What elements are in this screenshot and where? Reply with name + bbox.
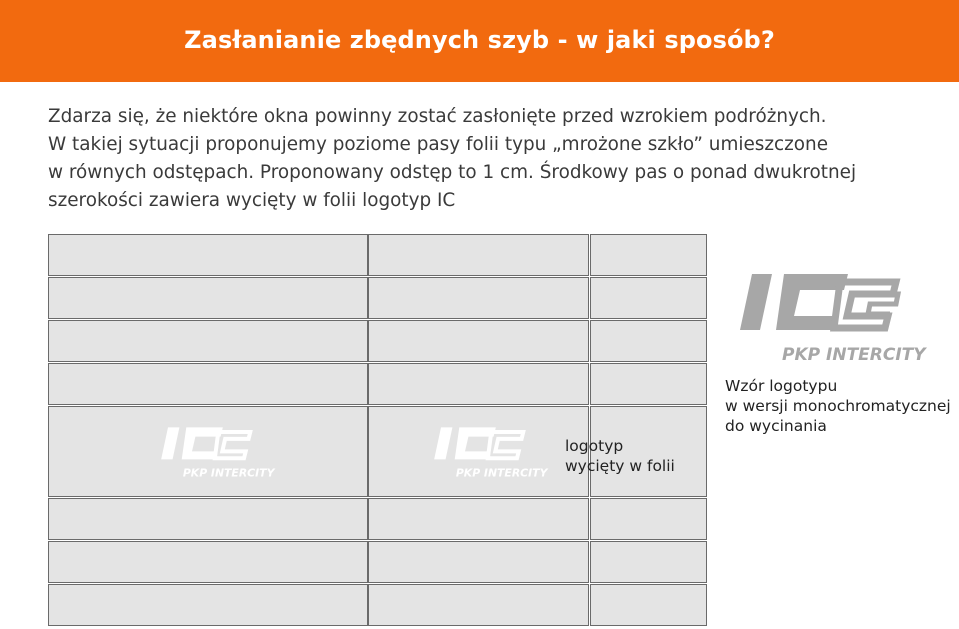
frosted-strip bbox=[368, 541, 589, 583]
frosted-strip bbox=[590, 498, 707, 540]
intro-line: W takiej sytuacji proponujemy poziome pasy folii typu „mrożone szkło” umieszczone bbox=[48, 134, 829, 155]
frosted-strip bbox=[590, 584, 707, 626]
cut-label-line: logotyp bbox=[565, 437, 624, 455]
logo-pattern-caption bbox=[725, 376, 951, 436]
intercity-logo bbox=[738, 268, 948, 366]
frosted-strip bbox=[590, 234, 707, 276]
frosted-strip bbox=[368, 363, 589, 405]
cut-ic-logo-icon bbox=[160, 424, 280, 480]
frosted-strip bbox=[590, 277, 707, 319]
frosted-strip bbox=[590, 541, 707, 583]
frosted-strip bbox=[48, 363, 368, 405]
frosted-strip bbox=[590, 320, 707, 362]
frosted-strip bbox=[48, 541, 368, 583]
cut-label-line: wycięty w folii bbox=[565, 457, 675, 475]
intro-line: w równych odstępach. Proponowany odstęp to 1 cm. Środkowy pas o ponad dwukrotnej bbox=[48, 162, 857, 183]
cut-brand-text: PKP INTERCITY bbox=[455, 466, 548, 480]
frosted-strip bbox=[368, 498, 589, 540]
frosted-strip bbox=[48, 498, 368, 540]
caption-line: Wzór logotypu bbox=[725, 377, 838, 395]
frosted-strip bbox=[48, 584, 368, 626]
intro-line: szerokości zawiera wycięty w folii logotyp IC bbox=[48, 190, 456, 211]
cut-ic-logo-icon bbox=[433, 424, 553, 480]
caption-line: do wycinania bbox=[725, 417, 827, 435]
intro-paragraph bbox=[48, 103, 928, 215]
ic-logo-icon bbox=[740, 274, 898, 330]
frosted-strip bbox=[48, 320, 368, 362]
page-title: Zasłanianie zbędnych szyb - w jaki sposób? bbox=[184, 26, 775, 54]
frosted-strip bbox=[48, 234, 368, 276]
brand-text: PKP INTERCITY bbox=[782, 345, 926, 365]
frosted-strip bbox=[368, 584, 589, 626]
header-banner bbox=[0, 0, 959, 82]
frosted-strip bbox=[368, 320, 589, 362]
frosted-strip bbox=[368, 234, 589, 276]
cut-brand-text: PKP INTERCITY bbox=[182, 466, 275, 480]
intro-line: Zdarza się, że niektóre okna powinny zostać zasłonięte przed wzrokiem podróżnych. bbox=[48, 106, 827, 127]
frosted-strip bbox=[590, 363, 707, 405]
caption-line: w wersji monochromatycznej bbox=[725, 397, 951, 415]
cut-logo-label bbox=[565, 436, 675, 476]
frosted-strip bbox=[368, 277, 589, 319]
frosted-strip bbox=[48, 277, 368, 319]
